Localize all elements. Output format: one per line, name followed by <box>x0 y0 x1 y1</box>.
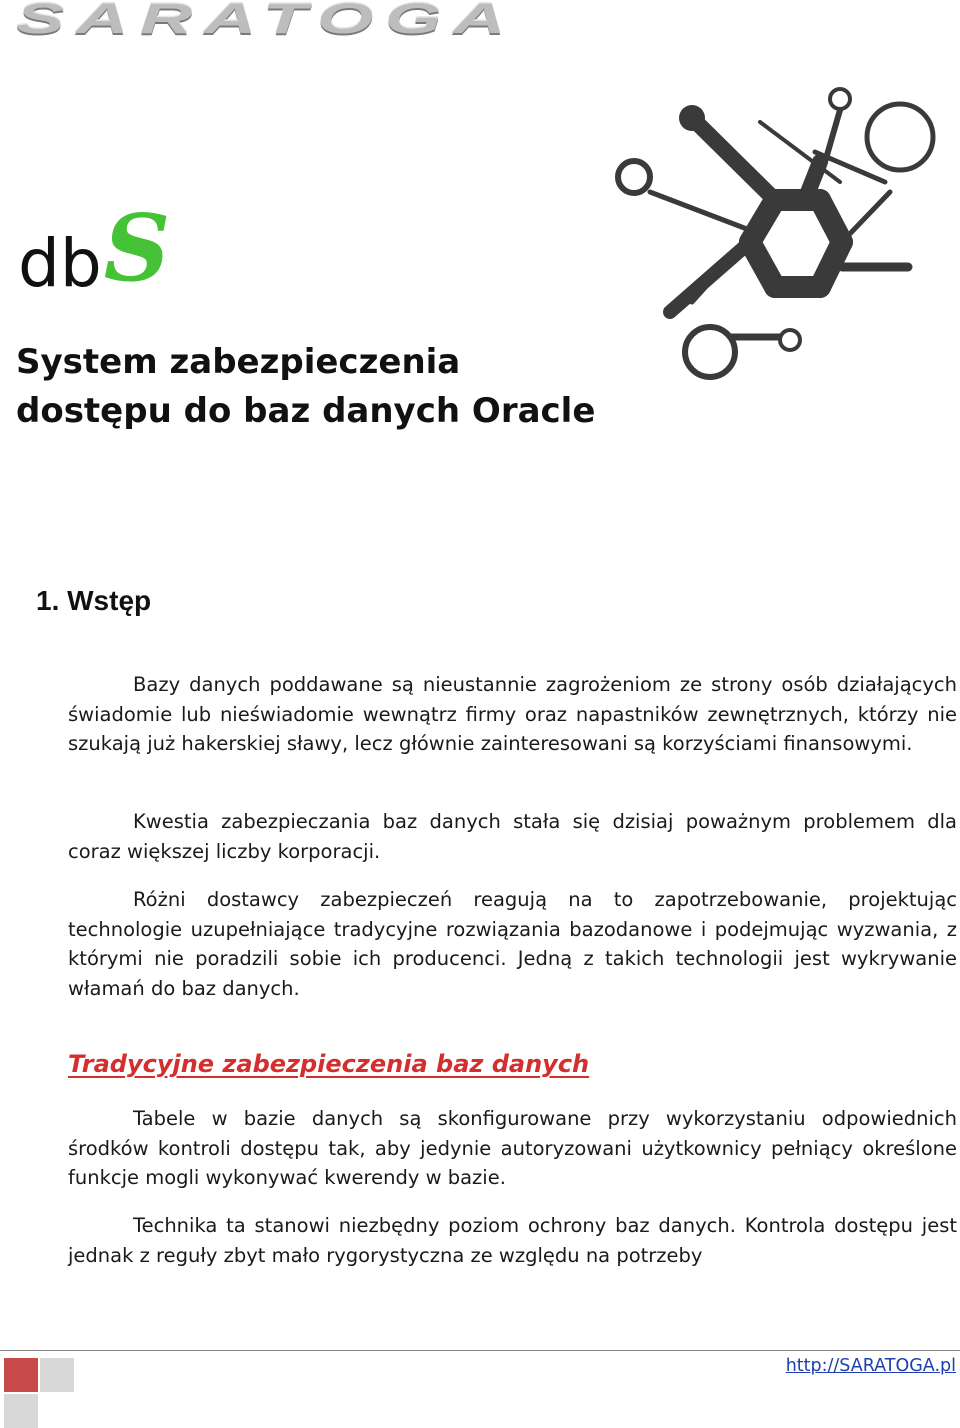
title-line-2: dostępu do baz danych Oracle <box>16 391 596 431</box>
footer-square-grey <box>40 1358 74 1392</box>
paragraph-5: Technika ta stanowi niezbędny poziom ochrony baz danych. Kontrola dostępu jest jednak z reguły zbyt mało rygorystyczna ze względu na potrzeby <box>68 1214 957 1267</box>
footer-square-grey-lower <box>4 1394 38 1428</box>
footer-divider <box>0 1350 960 1351</box>
product-name-prefix: db <box>18 225 102 302</box>
title-line-1: System zabezpieczenia <box>16 342 461 382</box>
document-title <box>16 338 616 436</box>
section-heading-intro: 1. Wstęp <box>36 585 152 616</box>
paragraph-1: Bazy danych poddawane są nieustannie zagrożeniom ze strony osób działających świadomie lub nieświadomie wewnątrz firmy oraz napastników zewnętrznych, którzy nie szukają już hakerskiej sławy, lecz głównie zainteresowani są korzyściami finansowymi. <box>68 673 957 755</box>
saratoga-logo: SARATOGA <box>16 0 517 43</box>
molecule-graphic <box>610 82 950 392</box>
footer-square-red <box>4 1358 38 1392</box>
footer-website-link[interactable]: http://SARATOGA.pl <box>785 1356 956 1376</box>
product-name-suffix: S <box>103 194 171 302</box>
paragraph-3: Różni dostawcy zabezpieczeń reagują na to zapotrzebowanie, projektując technologie uzupełniające tradycyjne rozwiązania bazodanowe i podejmując wyzwania, z którymi nie poradzili sobie ich producenci. Jedną z takich technologii jest wykrywanie włamań do baz danych. <box>68 888 957 1000</box>
paragraph-4: Tabele w bazie danych są skonfigurowane przy wykorzystaniu odpowiednich środków kontroli dostępu tak, aby jedynie autoryzowani użytkownicy pełniący określone funkcje mogli wykonywać kwerendy w bazie. <box>68 1107 957 1189</box>
section-heading-traditional: Tradycyjne zabezpieczenia baz danych <box>68 1050 590 1078</box>
paragraph-2: Kwestia zabezpieczania baz danych stała się dzisiaj poważnym problemem dla coraz większej liczby korporacji. <box>68 810 957 863</box>
product-logo <box>18 194 171 308</box>
